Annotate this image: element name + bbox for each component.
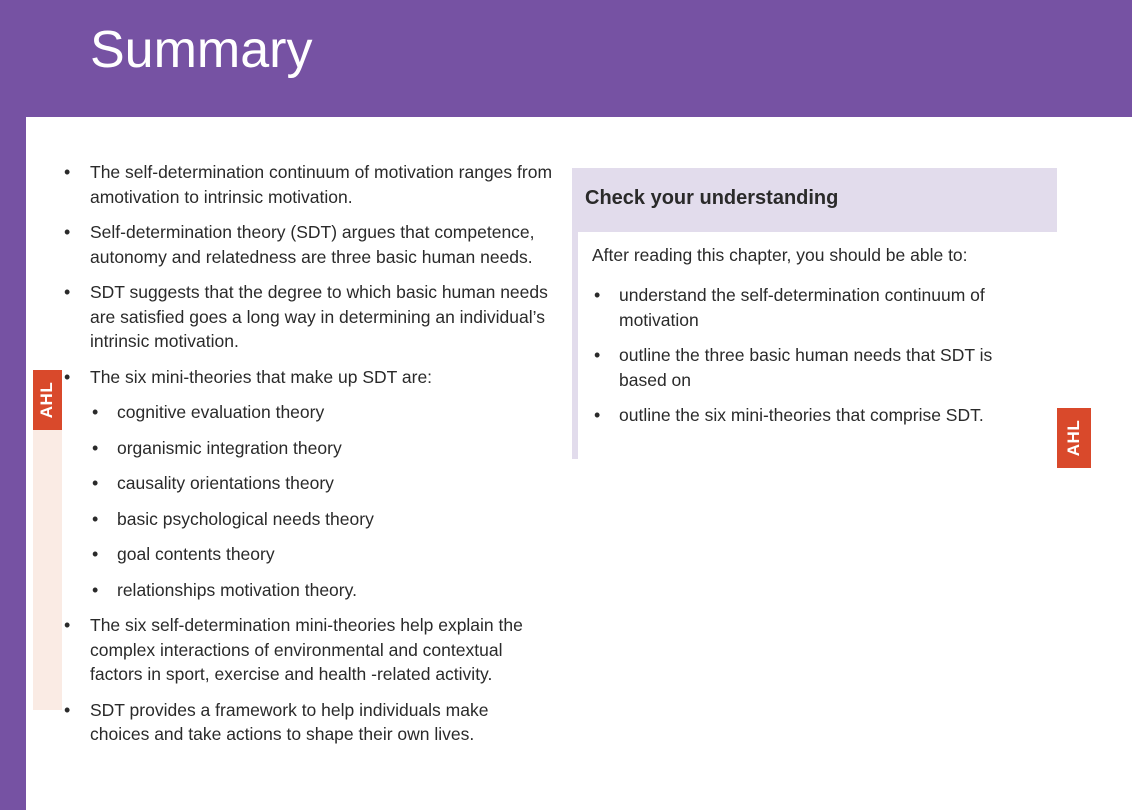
mini-theory-item: • basic psychological needs theory [90, 507, 562, 532]
summary-list [62, 160, 562, 758]
page-title: Summary [90, 21, 313, 79]
mini-theory-item: • relationships motivation theory. [90, 578, 562, 603]
mini-theory-item: • goal contents theory [90, 542, 562, 567]
check-understanding-box [572, 168, 1057, 459]
mini-theories-list [90, 400, 562, 602]
mini-theory-item: • organismic integration theory [90, 436, 562, 461]
check-understanding-header [572, 168, 1057, 232]
left-margin-bar [0, 0, 26, 810]
summary-item-continuum: • The self-determination continuum of motivation ranges from amotivation to intrinsic motivation. [62, 160, 562, 209]
mini-theory-item: • causality orientations theory [90, 471, 562, 496]
check-item: • outline the three basic human needs that SDT is based on [592, 343, 1032, 392]
ahl-tag-right [1057, 408, 1091, 468]
ahl-tag-left-label: AHL [37, 381, 57, 419]
check-understanding-intro: After reading this chapter, you should be able to: [592, 245, 968, 265]
summary-item-framework: • SDT provides a framework to help individuals make choices and take actions to shape their own lives. [62, 698, 530, 747]
ahl-tag-right-label: AHL [1064, 419, 1084, 457]
mini-theory-item: • cognitive evaluation theory [90, 400, 562, 425]
ahl-tag-left [33, 370, 62, 430]
summary-item-interactions: • The six self-determination mini-theories help explain the complex interactions of environmental and contextual factors in sport, exercise and health -related activity. [62, 613, 530, 687]
check-understanding-title: Check your understanding [585, 187, 839, 209]
page-header [0, 0, 1132, 117]
summary-item-sdt-needs: • Self-determination theory (SDT) argues that competence, autonomy and relatedness are three basic human needs. [62, 220, 562, 269]
summary-item-mini-theories [62, 365, 562, 603]
check-understanding-list [592, 283, 1032, 439]
check-understanding-side-rule [572, 232, 578, 459]
ahl-highlight-strip [33, 430, 62, 710]
check-item: • outline the six mini-theories that comprise SDT. [592, 403, 1032, 428]
check-item: • understand the self-determination continuum of motivation [592, 283, 1032, 332]
mini-theories-intro: The six mini-theories that make up SDT are: [90, 366, 433, 387]
summary-item-needs-satisfied: • SDT suggests that the degree to which basic human needs are satisfied goes a long way in determining an individual’s intrinsic motivation. [62, 280, 562, 354]
